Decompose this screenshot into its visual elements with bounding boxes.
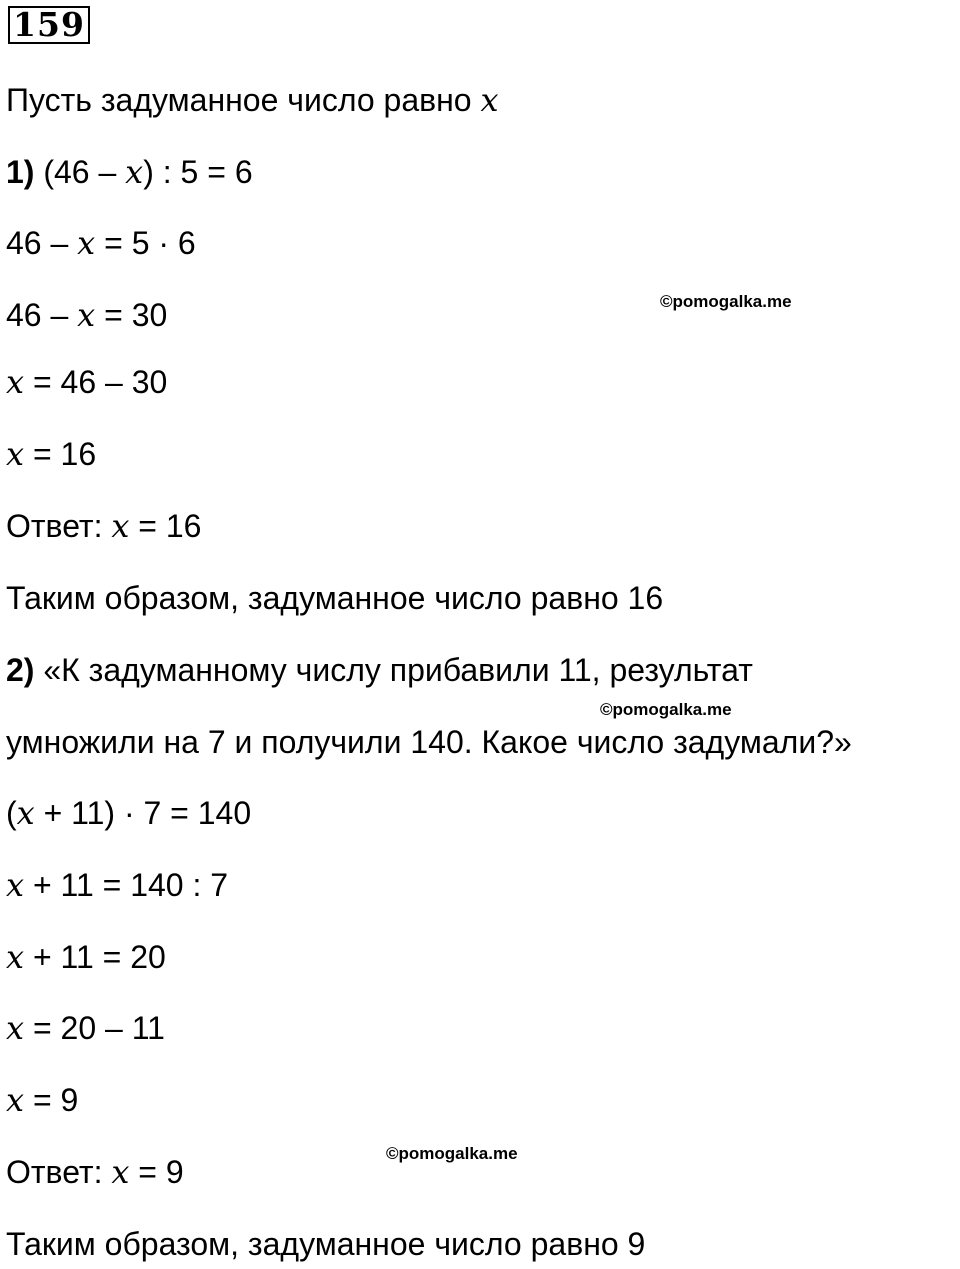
part1-marker: 1) [6,154,35,190]
answer-value: = 9 [129,1154,184,1190]
eq-text: = 9 [24,1082,79,1118]
part2-conclusion: Таким образом, задуманное число равно 9 [6,1226,646,1262]
watermark: ©pomogalka.me [386,1144,518,1163]
problem-number: 159 [8,6,90,44]
part1-equation-0 [6,152,253,192]
part2-quote-line1 [6,650,753,690]
variable-x: x [6,363,25,401]
variable-x: x [111,1153,130,1191]
eq-text: + 11 = 20 [24,939,166,975]
answer-label: Ответ: [6,1154,112,1190]
variable-x: x [125,153,144,191]
variable-x: x [6,1009,25,1047]
answer-label: Ответ: [6,508,112,544]
part1-equation-4 [6,434,96,474]
answer-value: = 16 [129,508,202,544]
variable-x: x [77,224,96,262]
part2-equation-0 [6,793,251,833]
watermark: ©pomogalka.me [660,292,792,311]
part2-marker: 2) [6,652,35,688]
eq-text: 46 – [6,225,78,261]
variable-x: x [6,938,25,976]
variable-x: x [6,1081,25,1119]
part2-quote-line2: умножили на 7 и получили 140. Какое число задумали?» [6,724,852,760]
part2-equation-2 [6,937,166,977]
variable-x: x [6,435,25,473]
eq-text: = 30 [95,297,168,333]
part1-equation-2 [6,295,167,335]
eq-text: = 20 – 11 [24,1010,165,1046]
variable-x: x [111,507,130,545]
variable-x: x [6,866,25,904]
eq-text: + 11 = 140 : 7 [24,867,229,903]
eq-text: (46 – [34,154,126,190]
quote-text: «К задуманному числу прибавили 11, результат [34,652,753,688]
eq-text: = 5 · 6 [95,225,196,261]
part1-conclusion: Таким образом, задуманное число равно 16 [6,580,664,616]
eq-text: = 16 [24,436,97,472]
variable-x: x [77,296,96,334]
part1-equation-3 [6,362,167,402]
part2-equation-4 [6,1080,78,1120]
eq-text: = 46 – 30 [24,364,168,400]
watermark: ©pomogalka.me [600,700,732,719]
eq-text: ( [6,795,17,831]
eq-text: 46 – [6,297,78,333]
variable-x: x [480,81,499,119]
intro-line [6,80,499,120]
part2-equation-1 [6,865,228,905]
intro-text: Пусть задуманное число равно [6,82,481,118]
eq-text: ) : 5 = 6 [143,154,253,190]
variable-x: x [16,794,35,832]
part1-answer [6,506,201,546]
eq-text: + 11) · 7 = 140 [34,795,252,831]
part2-equation-3 [6,1008,165,1048]
part1-equation-1 [6,223,196,263]
part2-answer [6,1152,184,1192]
